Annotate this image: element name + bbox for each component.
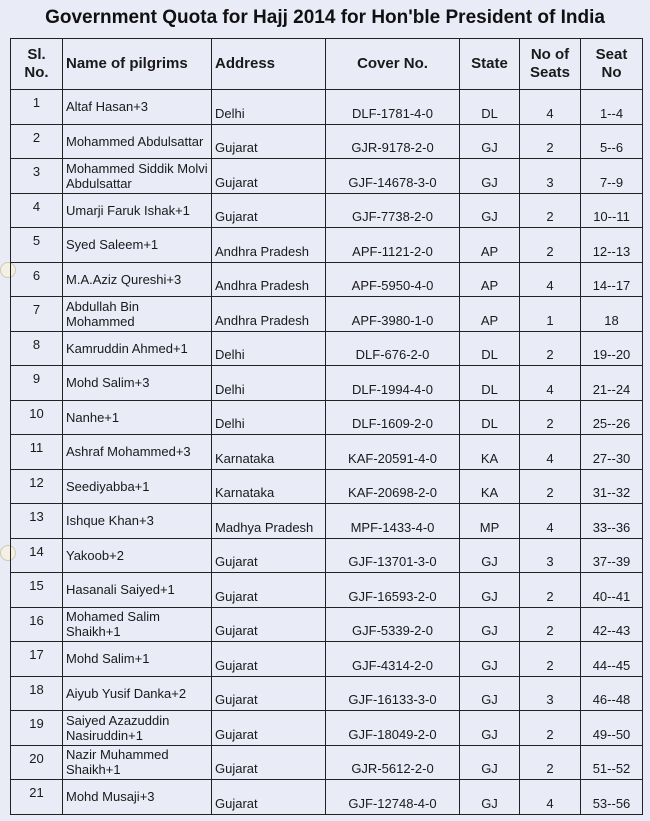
table-row xyxy=(11,228,643,263)
cell-no-of-seats: 3 xyxy=(520,159,581,194)
cell-cover-no: GJF-12748-4-0 xyxy=(326,780,460,815)
cell-address: Karnataka xyxy=(212,435,326,470)
cell-pilgrim-name: Mohd Musaji+3 xyxy=(63,780,212,815)
cell-pilgrim-name: Seediyabba+1 xyxy=(63,469,212,504)
cell-pilgrim-name: Hasanali Saiyed+1 xyxy=(63,573,212,608)
cell-sl-no: 17 xyxy=(11,642,63,677)
cell-state: GJ xyxy=(460,573,520,608)
cell-cover-no: DLF-1994-4-0 xyxy=(326,366,460,401)
cell-pilgrim-name: Nazir Muhammed Shaikh+1 xyxy=(63,745,212,780)
cell-cover-no: APF-3980-1-0 xyxy=(326,297,460,332)
cell-cover-no: GJF-14678-3-0 xyxy=(326,159,460,194)
cell-no-of-seats: 2 xyxy=(520,469,581,504)
cell-no-of-seats: 2 xyxy=(520,124,581,159)
cell-cover-no: APF-5950-4-0 xyxy=(326,262,460,297)
cell-no-of-seats: 2 xyxy=(520,642,581,677)
cell-no-of-seats: 4 xyxy=(520,780,581,815)
cell-address: Gujarat xyxy=(212,159,326,194)
header-no-of-seats: No of Seats xyxy=(520,39,581,90)
cell-cover-no: APF-1121-2-0 xyxy=(326,228,460,263)
cell-state: GJ xyxy=(460,745,520,780)
cell-sl-no: 5 xyxy=(11,228,63,263)
cell-cover-no: GJR-5612-2-0 xyxy=(326,745,460,780)
cell-address: Gujarat xyxy=(212,676,326,711)
cell-address: Delhi xyxy=(212,90,326,125)
cell-address: Gujarat xyxy=(212,711,326,746)
cell-cover-no: DLF-1781-4-0 xyxy=(326,90,460,125)
table-row xyxy=(11,469,643,504)
cell-address: Gujarat xyxy=(212,607,326,642)
cell-state: AP xyxy=(460,228,520,263)
cell-cover-no: KAF-20591-4-0 xyxy=(326,435,460,470)
cell-sl-no: 13 xyxy=(11,504,63,539)
cell-no-of-seats: 1 xyxy=(520,297,581,332)
cell-no-of-seats: 4 xyxy=(520,504,581,539)
table-row xyxy=(11,400,643,435)
cell-address: Andhra Pradesh xyxy=(212,262,326,297)
table-row xyxy=(11,159,643,194)
cell-address: Gujarat xyxy=(212,124,326,159)
header-seat-no: Seat No xyxy=(581,39,643,90)
cell-sl-no: 9 xyxy=(11,366,63,401)
cell-address: Delhi xyxy=(212,400,326,435)
cell-sl-no: 14 xyxy=(11,538,63,573)
cell-pilgrim-name: Kamruddin Ahmed+1 xyxy=(63,331,212,366)
table-row xyxy=(11,676,643,711)
cell-seat-no: 7--9 xyxy=(581,159,643,194)
cell-no-of-seats: 2 xyxy=(520,573,581,608)
cell-no-of-seats: 2 xyxy=(520,745,581,780)
cell-address: Gujarat xyxy=(212,745,326,780)
cell-seat-no: 14--17 xyxy=(581,262,643,297)
cell-sl-no: 15 xyxy=(11,573,63,608)
cell-seat-no: 1--4 xyxy=(581,90,643,125)
cell-state: GJ xyxy=(460,538,520,573)
cell-sl-no: 18 xyxy=(11,676,63,711)
cell-cover-no: GJF-18049-2-0 xyxy=(326,711,460,746)
cell-seat-no: 19--20 xyxy=(581,331,643,366)
cell-seat-no: 37--39 xyxy=(581,538,643,573)
header-sl-no: Sl. No. xyxy=(11,39,63,90)
cell-pilgrim-name: Ishque Khan+3 xyxy=(63,504,212,539)
cell-pilgrim-name: Yakoob+2 xyxy=(63,538,212,573)
cell-pilgrim-name: Mohd Salim+3 xyxy=(63,366,212,401)
table-row xyxy=(11,745,643,780)
cell-sl-no: 10 xyxy=(11,400,63,435)
cell-seat-no: 49--50 xyxy=(581,711,643,746)
pilgrims-table xyxy=(10,38,643,815)
cell-no-of-seats: 2 xyxy=(520,711,581,746)
cell-seat-no: 42--43 xyxy=(581,607,643,642)
cell-no-of-seats: 3 xyxy=(520,538,581,573)
cell-seat-no: 44--45 xyxy=(581,642,643,677)
cell-state: GJ xyxy=(460,780,520,815)
cell-cover-no: GJF-4314-2-0 xyxy=(326,642,460,677)
table-row xyxy=(11,607,643,642)
table-row xyxy=(11,262,643,297)
cell-sl-no: 1 xyxy=(11,90,63,125)
cell-cover-no: MPF-1433-4-0 xyxy=(326,504,460,539)
table-row xyxy=(11,331,643,366)
cell-cover-no: DLF-1609-2-0 xyxy=(326,400,460,435)
cell-state: DL xyxy=(460,90,520,125)
cell-state: GJ xyxy=(460,676,520,711)
cell-pilgrim-name: Syed Saleem+1 xyxy=(63,228,212,263)
cell-cover-no: GJF-7738-2-0 xyxy=(326,193,460,228)
cell-seat-no: 51--52 xyxy=(581,745,643,780)
header-name: Name of pilgrims xyxy=(63,39,212,90)
table-row xyxy=(11,642,643,677)
cell-state: DL xyxy=(460,366,520,401)
cell-seat-no: 25--26 xyxy=(581,400,643,435)
cell-sl-no: 3 xyxy=(11,159,63,194)
cell-sl-no: 7 xyxy=(11,297,63,332)
cell-no-of-seats: 4 xyxy=(520,366,581,401)
table-row xyxy=(11,504,643,539)
header-address: Address xyxy=(212,39,326,90)
cell-pilgrim-name: Mohammed Siddik Molvi Abdulsattar xyxy=(63,159,212,194)
cell-state: AP xyxy=(460,297,520,332)
cell-address: Gujarat xyxy=(212,573,326,608)
cell-sl-no: 21 xyxy=(11,780,63,815)
cell-cover-no: GJF-16593-2-0 xyxy=(326,573,460,608)
table-row xyxy=(11,780,643,815)
cell-pilgrim-name: Nanhe+1 xyxy=(63,400,212,435)
cell-address: Delhi xyxy=(212,331,326,366)
cell-no-of-seats: 4 xyxy=(520,262,581,297)
cell-pilgrim-name: Ashraf Mohammed+3 xyxy=(63,435,212,470)
cell-state: GJ xyxy=(460,642,520,677)
cell-seat-no: 10--11 xyxy=(581,193,643,228)
cell-cover-no: GJF-13701-3-0 xyxy=(326,538,460,573)
cell-state: AP xyxy=(460,262,520,297)
cell-seat-no: 21--24 xyxy=(581,366,643,401)
cell-pilgrim-name: Mohammed Abdulsattar xyxy=(63,124,212,159)
cell-sl-no: 6 xyxy=(11,262,63,297)
cell-pilgrim-name: Aiyub Yusif Danka+2 xyxy=(63,676,212,711)
cell-pilgrim-name: Umarji Faruk Ishak+1 xyxy=(63,193,212,228)
cell-no-of-seats: 4 xyxy=(520,90,581,125)
cell-cover-no: KAF-20698-2-0 xyxy=(326,469,460,504)
cell-state: GJ xyxy=(460,711,520,746)
cell-no-of-seats: 2 xyxy=(520,193,581,228)
cell-seat-no: 27--30 xyxy=(581,435,643,470)
table-row xyxy=(11,435,643,470)
cell-state: GJ xyxy=(460,193,520,228)
cell-seat-no: 5--6 xyxy=(581,124,643,159)
cell-pilgrim-name: Saiyed Azazuddin Nasiruddin+1 xyxy=(63,711,212,746)
cell-no-of-seats: 3 xyxy=(520,676,581,711)
table-row xyxy=(11,366,643,401)
cell-no-of-seats: 2 xyxy=(520,607,581,642)
cell-address: Madhya Pradesh xyxy=(212,504,326,539)
cell-pilgrim-name: M.A.Aziz Qureshi+3 xyxy=(63,262,212,297)
document-title: Government Quota for Hajj 2014 for Hon'ble President of India xyxy=(45,7,605,28)
cell-state: GJ xyxy=(460,607,520,642)
cell-pilgrim-name: Mohd Salim+1 xyxy=(63,642,212,677)
cell-seat-no: 46--48 xyxy=(581,676,643,711)
cell-cover-no: GJR-9178-2-0 xyxy=(326,124,460,159)
cell-sl-no: 2 xyxy=(11,124,63,159)
cell-state: GJ xyxy=(460,159,520,194)
cell-no-of-seats: 4 xyxy=(520,435,581,470)
header-cover-no: Cover No. xyxy=(326,39,460,90)
cell-state: MP xyxy=(460,504,520,539)
cell-seat-no: 12--13 xyxy=(581,228,643,263)
cell-sl-no: 8 xyxy=(11,331,63,366)
cell-address: Andhra Pradesh xyxy=(212,228,326,263)
cell-address: Gujarat xyxy=(212,642,326,677)
cell-cover-no: GJF-5339-2-0 xyxy=(326,607,460,642)
table-row xyxy=(11,124,643,159)
table-row xyxy=(11,573,643,608)
cell-seat-no: 53--56 xyxy=(581,780,643,815)
table-row xyxy=(11,711,643,746)
table-row xyxy=(11,538,643,573)
table-header-row xyxy=(11,39,643,90)
cell-no-of-seats: 2 xyxy=(520,331,581,366)
table-row xyxy=(11,297,643,332)
cell-address: Gujarat xyxy=(212,193,326,228)
cell-seat-no: 40--41 xyxy=(581,573,643,608)
table-row xyxy=(11,193,643,228)
cell-sl-no: 12 xyxy=(11,469,63,504)
cell-address: Karnataka xyxy=(212,469,326,504)
cell-sl-no: 20 xyxy=(11,745,63,780)
cell-state: DL xyxy=(460,331,520,366)
cell-pilgrim-name: Mohamed Salim Shaikh+1 xyxy=(63,607,212,642)
cell-seat-no: 33--36 xyxy=(581,504,643,539)
cell-state: KA xyxy=(460,435,520,470)
cell-cover-no: DLF-676-2-0 xyxy=(326,331,460,366)
cell-pilgrim-name: Altaf Hasan+3 xyxy=(63,90,212,125)
cell-pilgrim-name: Abdullah Bin Mohammed xyxy=(63,297,212,332)
cell-seat-no: 18 xyxy=(581,297,643,332)
header-state: State xyxy=(460,39,520,90)
cell-cover-no: GJF-16133-3-0 xyxy=(326,676,460,711)
cell-address: Gujarat xyxy=(212,780,326,815)
cell-no-of-seats: 2 xyxy=(520,400,581,435)
cell-address: Andhra Pradesh xyxy=(212,297,326,332)
cell-state: KA xyxy=(460,469,520,504)
cell-state: GJ xyxy=(460,124,520,159)
cell-sl-no: 16 xyxy=(11,607,63,642)
cell-seat-no: 31--32 xyxy=(581,469,643,504)
cell-no-of-seats: 2 xyxy=(520,228,581,263)
cell-address: Gujarat xyxy=(212,538,326,573)
cell-sl-no: 19 xyxy=(11,711,63,746)
cell-state: DL xyxy=(460,400,520,435)
cell-sl-no: 11 xyxy=(11,435,63,470)
cell-sl-no: 4 xyxy=(11,193,63,228)
table-row xyxy=(11,90,643,125)
cell-address: Delhi xyxy=(212,366,326,401)
